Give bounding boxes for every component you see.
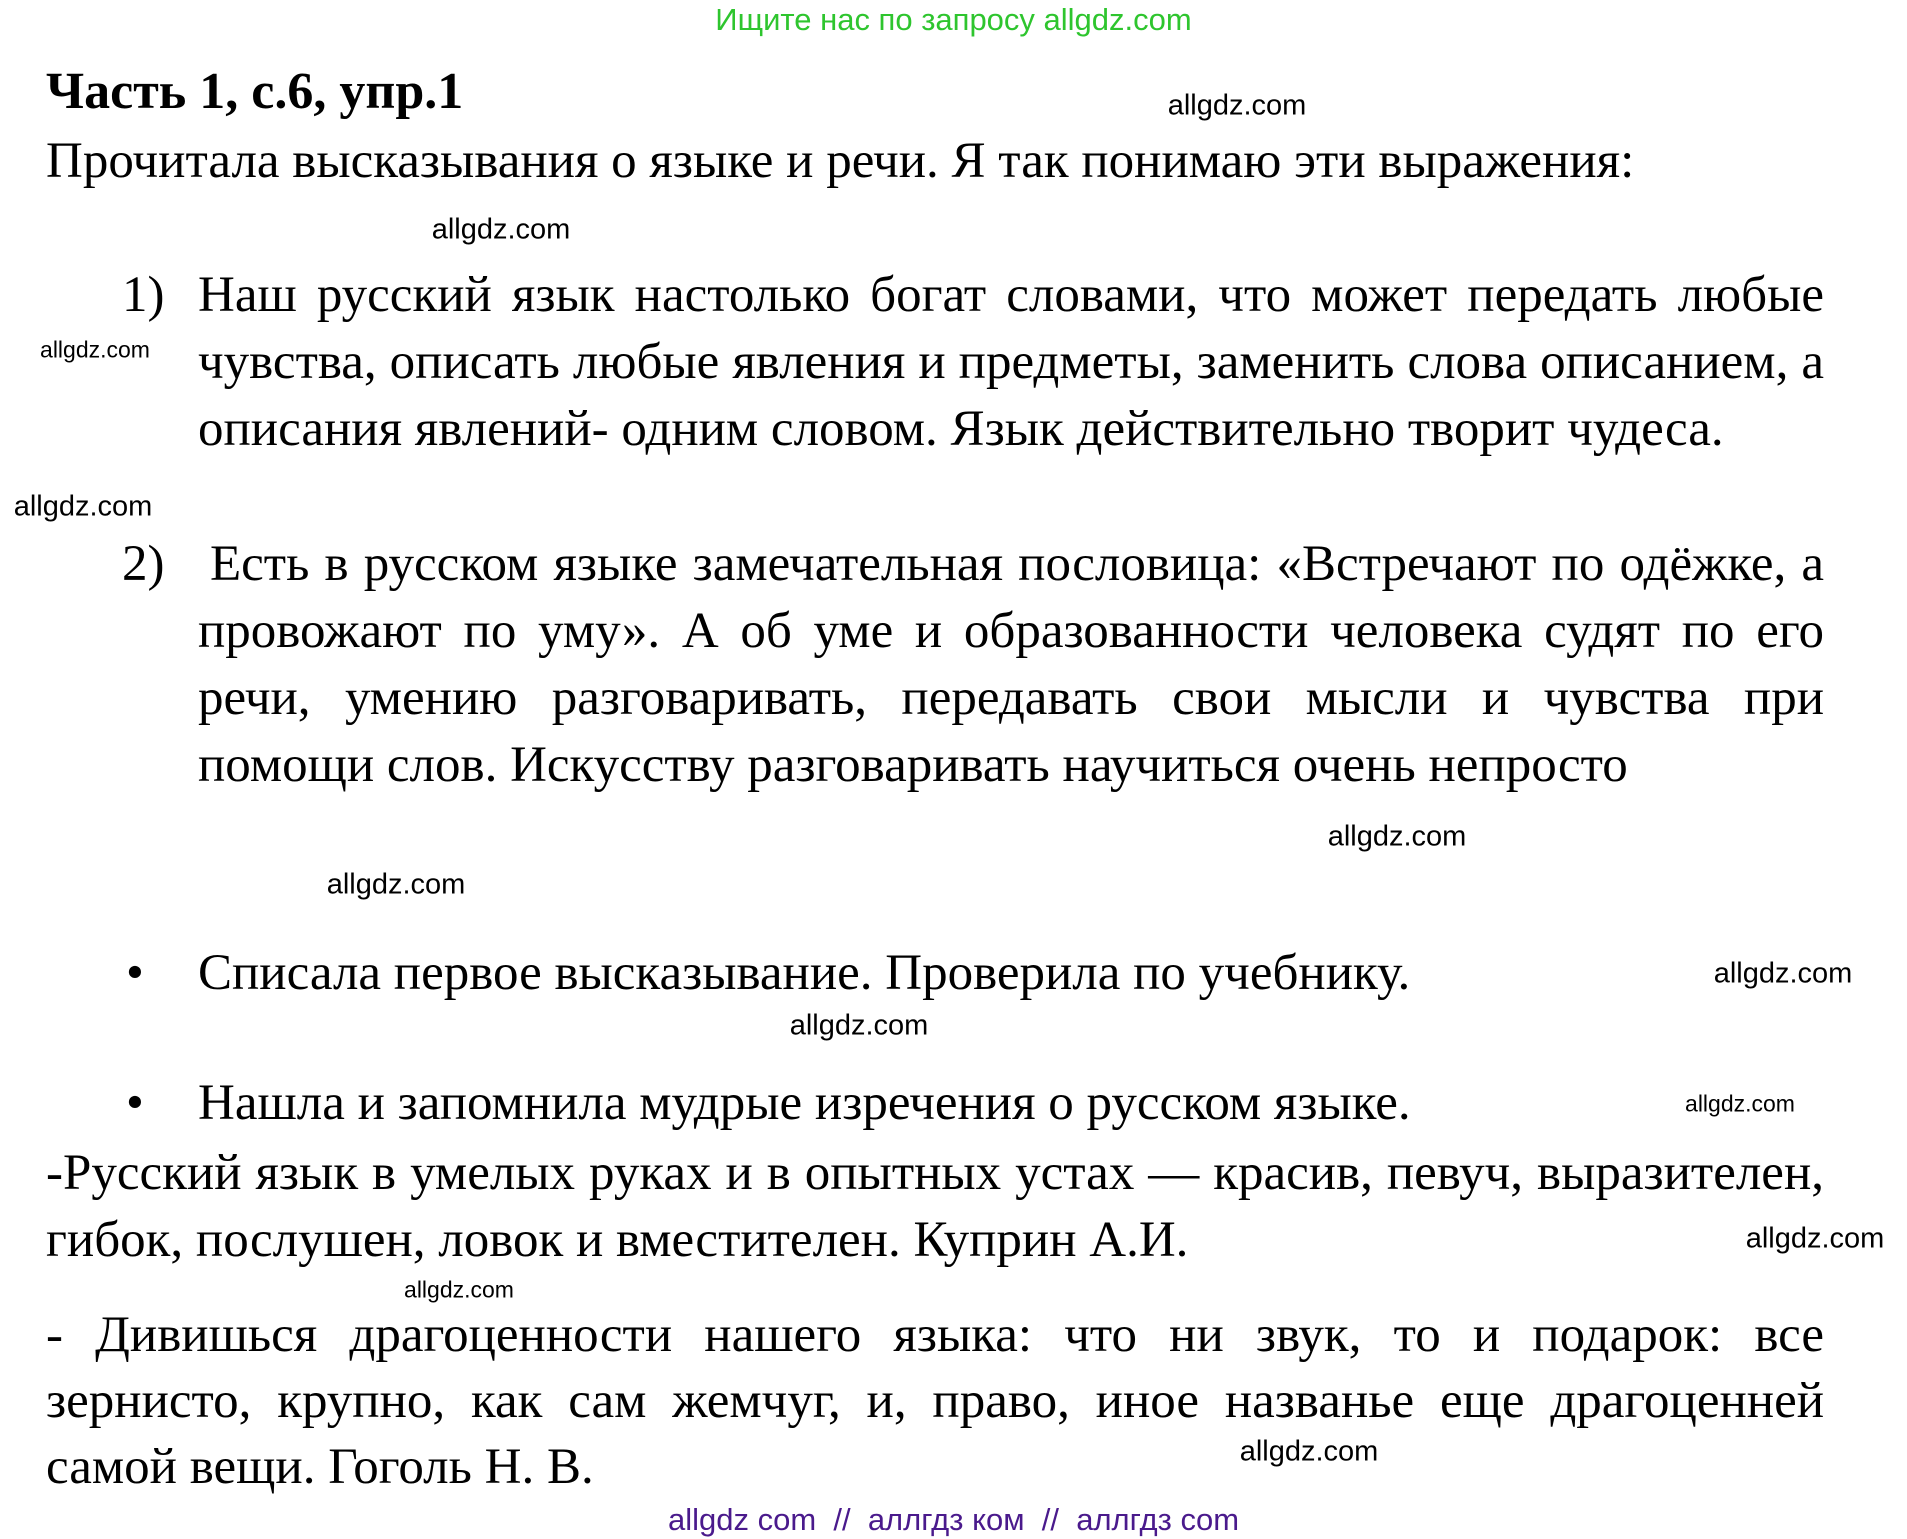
watermark: allgdz.com [1685, 1090, 1795, 1117]
watermark: allgdz.com [1239, 1435, 1379, 1468]
watermark: allgdz.com [1327, 820, 1467, 853]
footer-text: allgdz com // аллгдз ком // аллгдз com [667, 1502, 1240, 1537]
item-2-text: Есть в русском языке замечательная пословица: «Встречают по одёжке, а провожают по уму». А об уме и образованности человека судят по его речи, умению разговаривать, передавать свои мысли и чувства при помощи слов. Искусству разговаривать научиться очень непросто [198, 536, 1824, 793]
footer-links [0, 1502, 1907, 1538]
watermark: allgdz.com [1167, 89, 1307, 122]
watermark: allgdz.com [326, 868, 466, 901]
watermark: allgdz.com [1713, 957, 1853, 990]
quote-gogol: - Дивишься драгоценности нашего языка: что ни звук, то и подарок: все зернисто, крупно, как сам жемчуг, и, право, иное названье еще драгоценней самой вещи. Гоголь Н. В. [46, 1307, 1824, 1495]
bullet-1-text: Списала первое высказывание. Проверила по учебнику. [198, 945, 1411, 1001]
watermark: allgdz.com [13, 490, 153, 523]
intro-paragraph: Прочитала высказывания о языке и речи. Я так понимаю эти выражения: [46, 133, 1635, 189]
item-1-marker: 1) [122, 267, 165, 323]
search-banner: Ищите нас по запросу allgdz.com [715, 2, 1192, 37]
watermark: allgdz.com [404, 1276, 514, 1303]
bullet-2-marker: • [126, 1075, 144, 1131]
item-2-marker: 2) [122, 536, 165, 592]
quote-kuprin: -Русский язык в умелых руках и в опытных устах — красив, певуч, выразителен, гибок, послушен, ловок и вместителен. Куприн А.И. [46, 1145, 1824, 1268]
item-1-text: Наш русский язык настолько богат словами, что может передать любые чувства, описать любые явления и предметы, заменить слова описанием, а описания явлений- одним словом. Язык действительно творит чудеса. [198, 267, 1824, 457]
bullet-2-text: Нашла и запомнила мудрые изречения о русском языке. [198, 1075, 1411, 1131]
watermark: allgdz.com [1745, 1222, 1885, 1255]
watermark: allgdz.com [789, 1009, 929, 1042]
watermark: allgdz.com [40, 336, 150, 363]
bullet-1-marker: • [126, 945, 144, 1001]
page-title: Часть 1, с.6, упр.1 [46, 63, 464, 120]
watermark: allgdz.com [431, 213, 571, 246]
